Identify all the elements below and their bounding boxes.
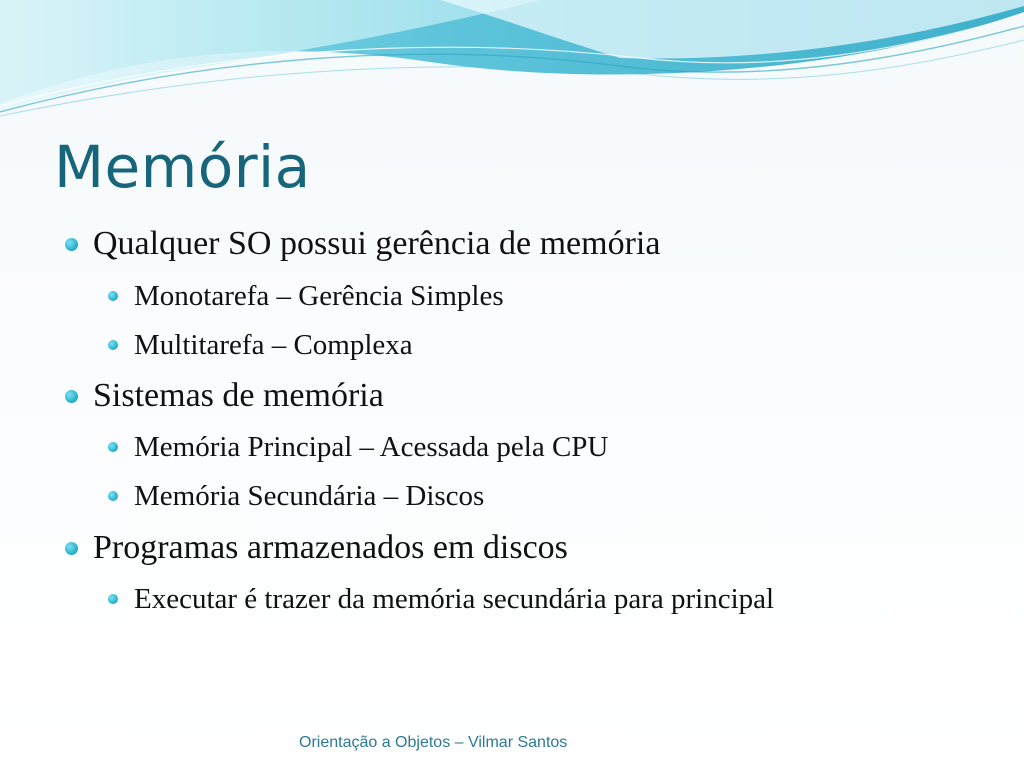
bullet-icon	[65, 542, 78, 555]
bullet-text: Sistemas de memória	[93, 377, 384, 414]
slide-title: Memória	[54, 133, 311, 201]
bullet-text: Multitarefa – Complexa	[134, 329, 413, 361]
bullet-text: Executar é trazer da memória secundária para principal	[134, 583, 775, 615]
bullet-icon	[108, 291, 118, 301]
bullet-text: Qualquer SO possui gerência de memória	[93, 225, 661, 262]
bullet-icon	[108, 442, 118, 452]
bullet-icon	[108, 491, 118, 501]
slide-footer: Orientação a Objetos – Vilmar Santos	[299, 734, 568, 751]
bullet-icon	[65, 390, 78, 403]
bullet-text: Memória Principal – Acessada pela CPU	[134, 431, 609, 463]
bullet-icon	[108, 594, 118, 604]
bullet-text: Monotarefa – Gerência Simples	[134, 280, 504, 312]
header-wave-decoration	[0, 0, 1024, 120]
bullet-text: Memória Secundária – Discos	[134, 480, 485, 512]
bullet-icon	[108, 340, 118, 350]
bullet-text: Programas armazenados em discos	[93, 529, 568, 566]
bullet-icon	[65, 238, 78, 251]
